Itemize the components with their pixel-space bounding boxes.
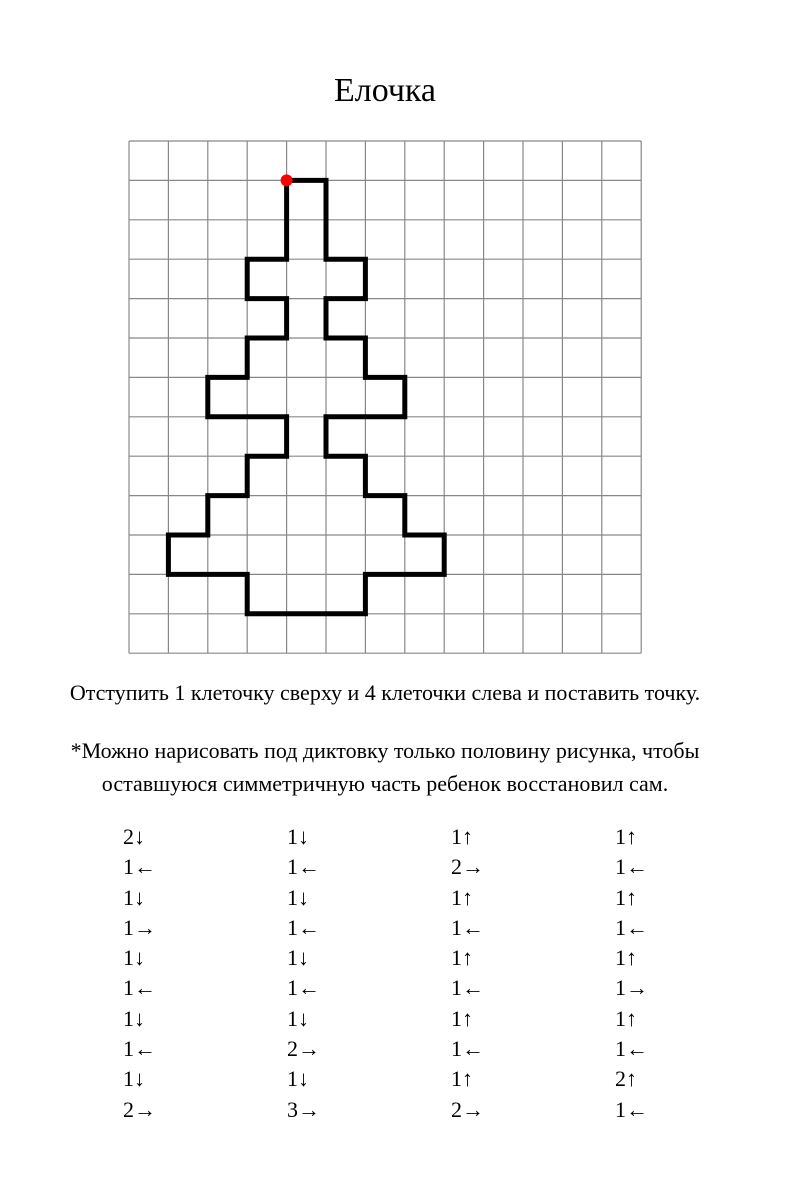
tree-outline-path — [168, 180, 444, 613]
note-line-1: *Можно нарисовать под диктовку только половину рисунка, чтобы — [70, 738, 700, 763]
dictation-step: 1← — [615, 1036, 648, 1062]
dictation-step: 1← — [123, 854, 156, 880]
dictation-step: 1→ — [615, 975, 648, 1001]
dictation-step: 2↓ — [123, 824, 145, 849]
dictation-step: 1↑ — [615, 824, 637, 849]
dictation-step: 1↑ — [451, 1066, 473, 1092]
dictation-column-1 — [123, 822, 173, 1125]
dictation-step: 2→ — [451, 1096, 484, 1122]
dictation-step: 1← — [123, 1036, 156, 1062]
dictation-step: 3→ — [287, 1096, 320, 1122]
start-dot — [281, 174, 293, 186]
dictation-step: 1↑ — [451, 1005, 473, 1031]
dictation-step: 1← — [287, 914, 320, 940]
dictation-step: 1↓ — [287, 945, 309, 971]
dictation-step: 1← — [451, 914, 484, 940]
dictation-step: 1↑ — [615, 1005, 637, 1031]
dictation-step: 2↑ — [615, 1066, 637, 1092]
page-title: Елочка — [333, 72, 437, 109]
dictation-column-2 — [287, 822, 337, 1125]
dictation-step: 2→ — [287, 1036, 320, 1062]
dictation-columns — [0, 822, 800, 1132]
dictation-step: 1↓ — [287, 824, 309, 849]
dictation-step: 2→ — [451, 854, 484, 880]
dictation-step: 1↑ — [451, 824, 473, 849]
dictation-step: 1↓ — [123, 945, 145, 971]
dictation-step: 1→ — [123, 914, 156, 940]
dictation-step: 1← — [615, 914, 648, 940]
dictation-step: 1← — [451, 975, 484, 1001]
dictation-step: 1↓ — [287, 1066, 309, 1092]
dictation-step: 1← — [615, 1096, 648, 1122]
dictation-step: 1↑ — [451, 945, 473, 971]
dictation-step: 1↑ — [451, 884, 473, 910]
note-line-2: оставшуюся симметричную часть ребенок восстановил сам. — [101, 771, 669, 796]
dictation-step: 2→ — [123, 1096, 156, 1122]
dictation-step: 1← — [287, 975, 320, 1001]
dictation-step: 1↓ — [287, 884, 309, 910]
start-instruction: Отступить 1 клеточку сверху и 4 клеточки слева и поставить точку. — [69, 680, 701, 705]
dictation-column-4 — [615, 822, 665, 1125]
dictation-step: 1↑ — [615, 884, 637, 910]
dictation-step: 1← — [451, 1036, 484, 1062]
dictation-column-3 — [451, 822, 501, 1125]
dictation-step: 1↑ — [615, 945, 637, 971]
dictation-step: 1↓ — [123, 1005, 145, 1031]
dictation-step: 1← — [123, 975, 156, 1001]
note — [0, 734, 770, 800]
dictation-step: 1← — [615, 854, 648, 880]
dictation-step: 1↓ — [123, 1066, 145, 1092]
dictation-step: 1↓ — [287, 1005, 309, 1031]
dictation-step: 1↓ — [123, 884, 145, 910]
dictation-step: 1← — [287, 854, 320, 880]
